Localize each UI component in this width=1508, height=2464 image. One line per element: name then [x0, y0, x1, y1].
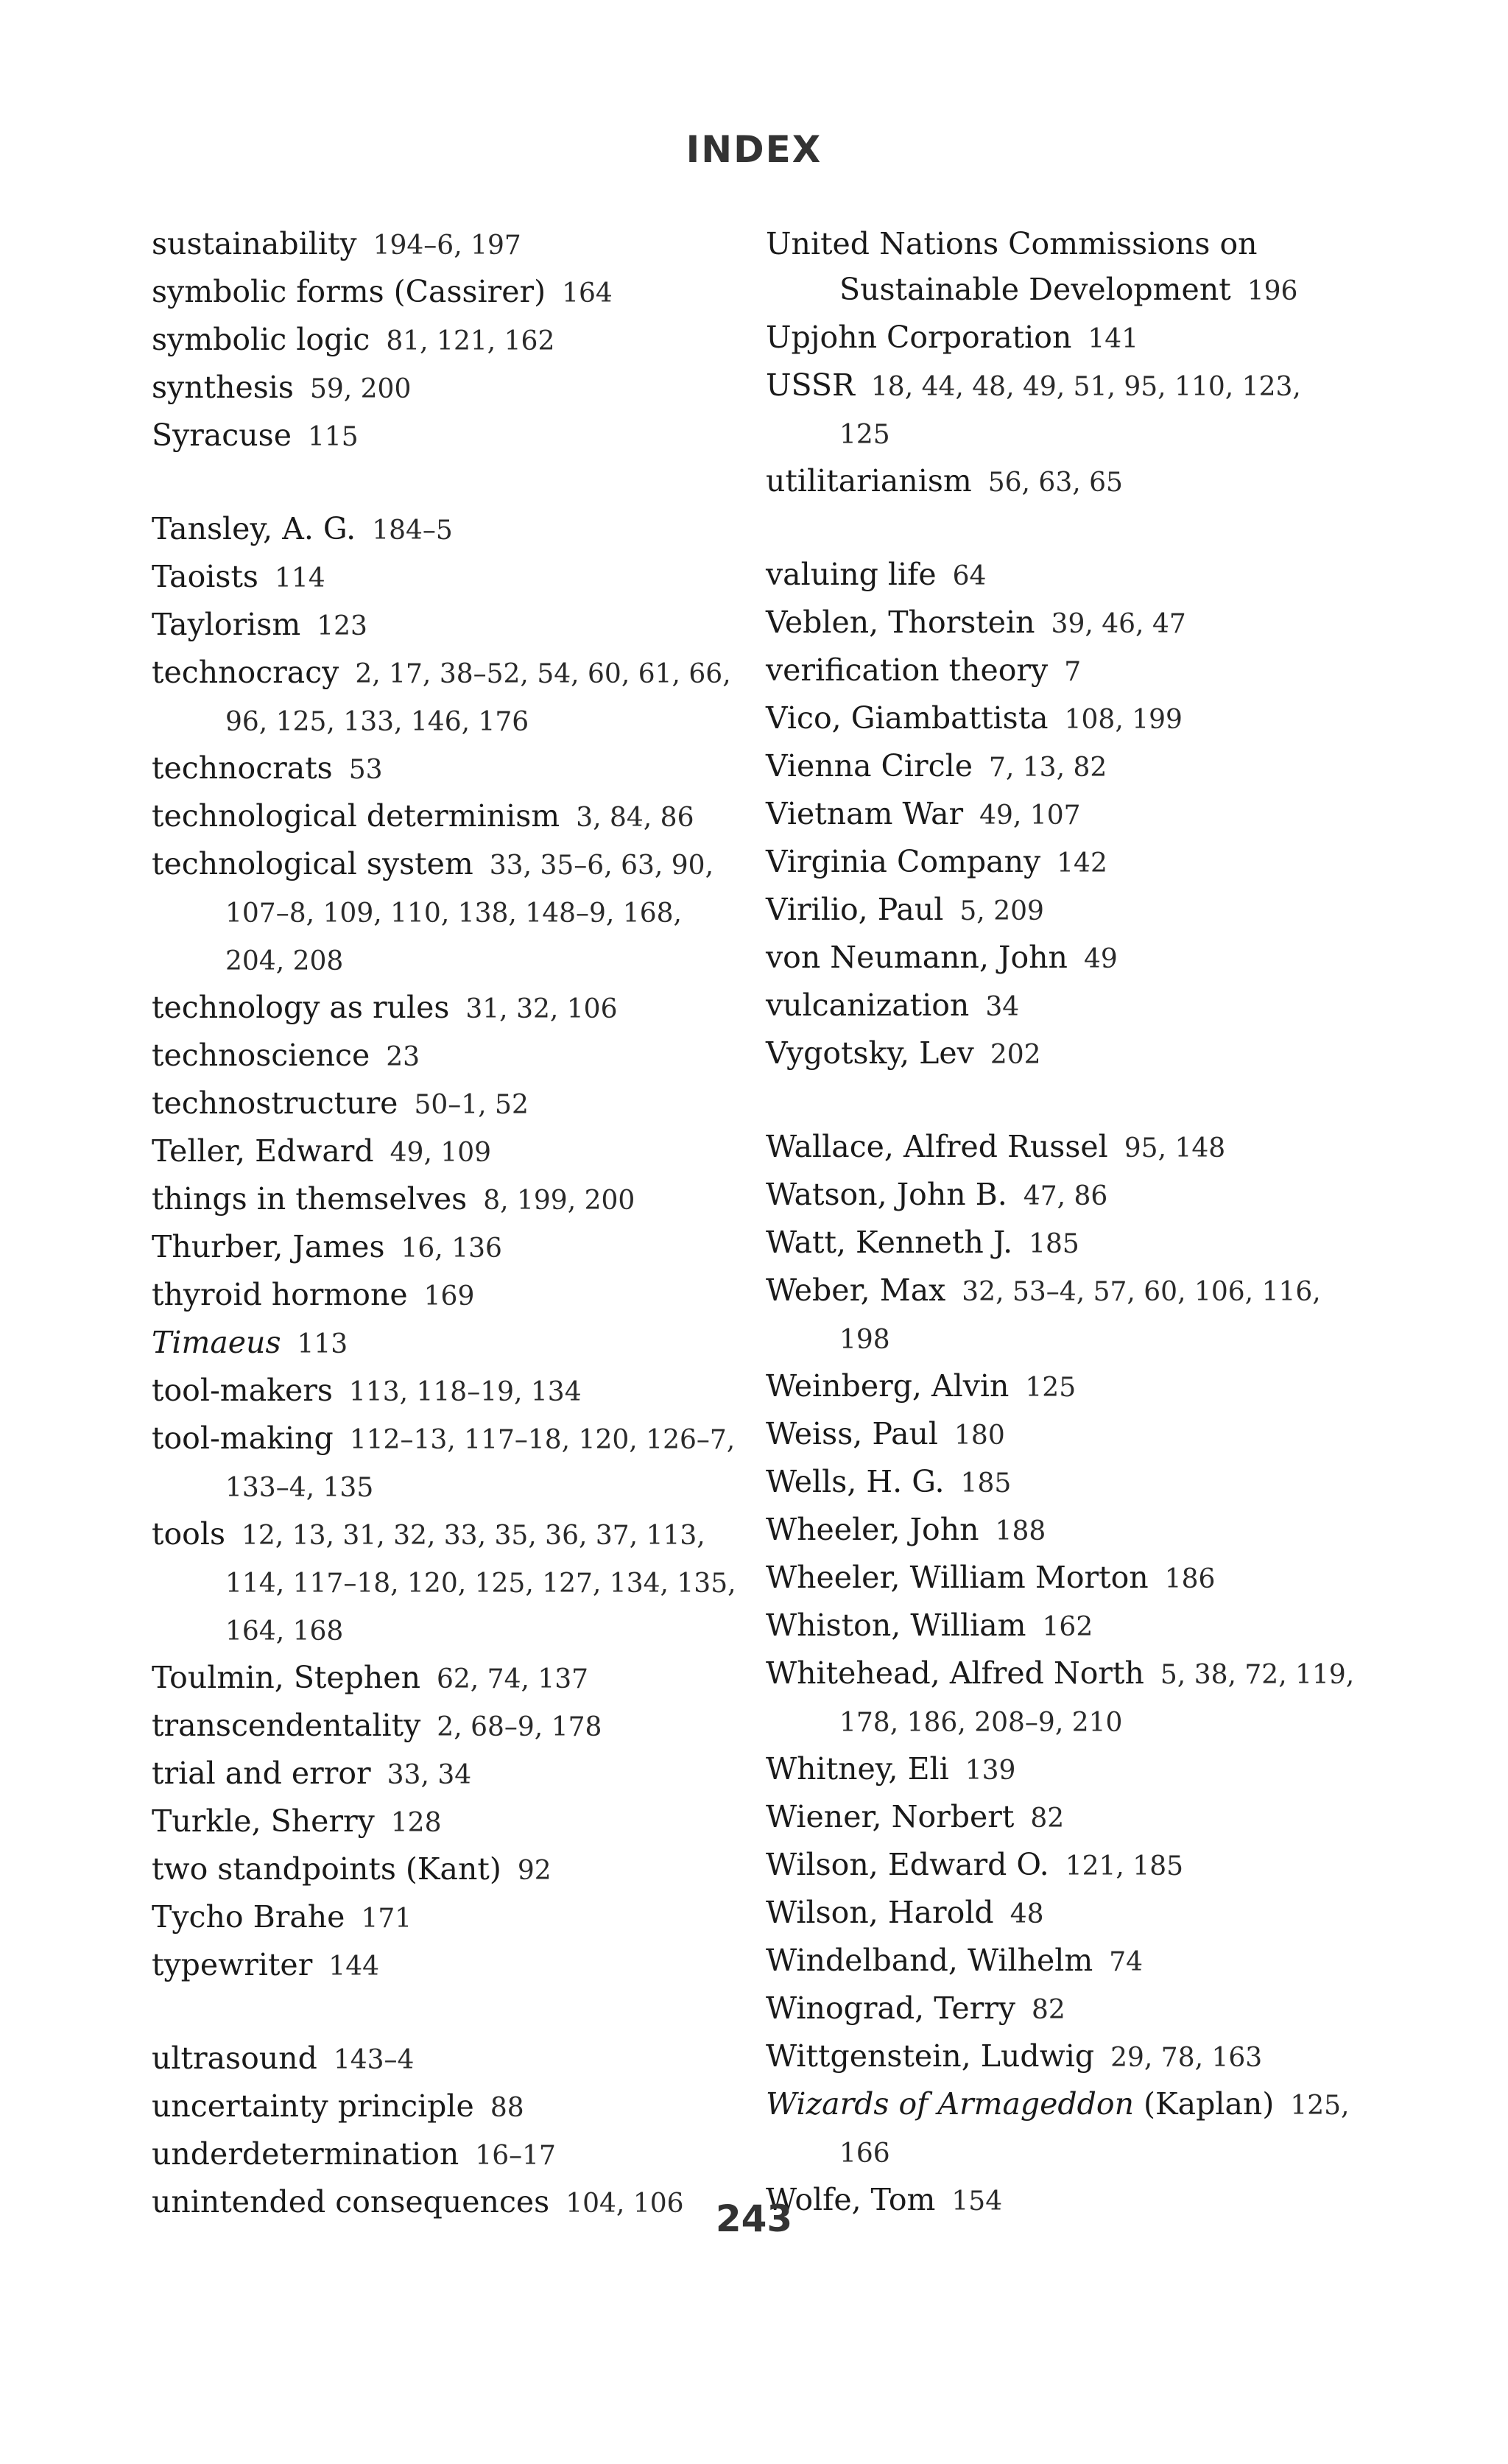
index-term: technocracy: [152, 655, 339, 690]
index-entry: [766, 982, 1355, 1030]
index-term: Wallace, Alfred Russel: [766, 1129, 1108, 1164]
index-term: technocrats: [152, 750, 333, 786]
index-term: Weiss, Paul: [766, 1416, 939, 1451]
index-entry: [766, 1890, 1355, 1937]
index-pages: 154: [951, 2186, 1003, 2217]
index-entry: [152, 2131, 741, 2179]
index-term: Whitehead, Alfred North: [766, 1655, 1144, 1691]
index-entry: [766, 314, 1355, 362]
index-entry: [766, 1411, 1355, 1459]
index-term: United Nations Commissions on Sustainable Development: [766, 226, 1258, 307]
index-pages: 31, 32, 106: [465, 994, 618, 1024]
index-pages: 95, 148: [1124, 1133, 1226, 1164]
index-pages: 7: [1064, 657, 1082, 687]
index-entry: [766, 2081, 1355, 2177]
index-pages: 113, 118–19, 134: [348, 1377, 582, 1407]
section-gap: [766, 1078, 1355, 1124]
index-entry: [766, 1219, 1355, 1267]
index-entry: [766, 1985, 1355, 2033]
index-entry: [766, 1794, 1355, 1842]
index-pages: 53: [348, 755, 383, 785]
index-term: Watt, Kenneth J.: [766, 1225, 1013, 1260]
index-entry: [152, 1128, 741, 1176]
index-term: Taylorism: [152, 607, 301, 642]
index-entry: [152, 1272, 741, 1320]
index-term: Thurber, James: [152, 1229, 385, 1264]
section-gap: [152, 460, 741, 506]
index-term: von Neumann, John: [766, 940, 1068, 975]
index-pages: 2, 68–9, 178: [437, 1712, 602, 1742]
index-pages: 23: [386, 1042, 420, 1072]
index-term: Veblen, Thorstein: [766, 605, 1035, 640]
index-term: Turkle, Sherry: [152, 1803, 375, 1839]
index-entry: [766, 1602, 1355, 1650]
index-pages: 164: [562, 278, 613, 309]
index-term: Tansley, A. G.: [152, 511, 356, 546]
index-pages: 123: [317, 611, 367, 641]
index-pages: 92: [517, 1856, 552, 1886]
index-pages: 142: [1057, 848, 1107, 879]
index-entry: [152, 1415, 741, 1511]
index-term: two standpoints (Kant): [152, 1851, 501, 1887]
index-entry: [766, 362, 1355, 458]
index-pages: 128: [390, 1808, 442, 1838]
index-entry: [152, 793, 741, 841]
index-term: Virilio, Paul: [766, 892, 944, 927]
index-term: Wiener, Norbert: [766, 1799, 1015, 1834]
index-term: Syracuse: [152, 418, 292, 453]
index-term: verification theory: [766, 652, 1049, 688]
index-pages: 50–1, 52: [414, 1090, 529, 1120]
index-term: tool-making: [152, 1421, 334, 1456]
index-term: technoscience: [152, 1038, 370, 1073]
index-pages: 82: [1032, 1995, 1065, 2025]
section-gap: [766, 506, 1355, 552]
page-number: 243: [715, 2197, 793, 2240]
index-term: Vico, Giambattista: [766, 700, 1049, 736]
index-term: Vienna Circle: [766, 748, 973, 784]
index-pages: 108, 199: [1064, 705, 1183, 735]
index-pages: 88: [490, 2093, 524, 2123]
index-pages: 39, 46, 47: [1051, 609, 1186, 639]
index-pages: 33, 35–6, 63, 90, 107–8, 109, 110, 138, 148–9, 168, 204, 208: [225, 851, 714, 976]
index-pages: 47, 86: [1023, 1181, 1108, 1211]
index-pages: 139: [965, 1756, 1016, 1786]
index-term: symbolic logic: [152, 322, 370, 357]
index-pages: 16–17: [475, 2141, 556, 2171]
index-pages: 185: [960, 1468, 1012, 1499]
index-pages: 202: [990, 1040, 1041, 1070]
index-pages: 114: [274, 563, 325, 594]
index-pages: 59, 200: [309, 374, 412, 404]
index-entry: [766, 934, 1355, 982]
index-term: synthesis: [152, 370, 294, 405]
index-pages: 8, 199, 200: [483, 1186, 635, 1216]
index-entry: [152, 985, 741, 1032]
index-entry: [766, 1842, 1355, 1890]
index-entry: [152, 365, 741, 412]
index-entry: [766, 1459, 1355, 1507]
index-entry: [152, 317, 741, 365]
index-entry: [152, 745, 741, 793]
index-column-left: [152, 221, 741, 2227]
index-term-suffix: (Kaplan): [1134, 2086, 1275, 2122]
index-pages: 115: [307, 422, 359, 452]
index-pages: 29, 78, 163: [1110, 2043, 1263, 2073]
index-entry: [152, 1080, 741, 1128]
index-entry: [152, 1655, 741, 1703]
index-entry: [766, 1124, 1355, 1172]
index-pages: 141: [1088, 324, 1139, 354]
index-term: Wittgenstein, Ludwig: [766, 2038, 1095, 2074]
index-entry: [152, 1703, 741, 1750]
index-pages: 49, 109: [390, 1138, 492, 1168]
index-pages: 143–4: [333, 2045, 415, 2075]
index-pages: 186: [1164, 1564, 1216, 1594]
index-entry: [152, 1750, 741, 1798]
index-entry: [766, 1267, 1355, 1363]
index-term: Wolfe, Tom: [766, 2182, 936, 2217]
index-term: vulcanization: [766, 988, 970, 1023]
index-term: Wizards of Armageddon: [766, 2086, 1135, 2122]
index-term: ultrasound: [152, 2041, 317, 2076]
index-pages: 33, 34: [387, 1760, 472, 1790]
index-entry: [152, 1942, 741, 1990]
index-pages: 5, 38, 72, 119, 178, 186, 208–9, 210: [839, 1660, 1355, 1738]
index-entry: [152, 1846, 741, 1894]
index-term: Whitney, Eli: [766, 1751, 949, 1787]
index-term: utilitarianism: [766, 463, 972, 499]
index-pages: 3, 84, 86: [576, 803, 694, 833]
index-pages: 162: [1042, 1612, 1093, 1642]
index-entry: [152, 602, 741, 650]
index-entry: [152, 1798, 741, 1846]
index-entry: [766, 1030, 1355, 1078]
index-term: Wheeler, William Morton: [766, 1560, 1149, 1595]
index-entry: [152, 1511, 741, 1655]
index-entry: [152, 1320, 741, 1367]
index-term: Weber, Max: [766, 1273, 946, 1308]
index-term: tool-makers: [152, 1373, 333, 1408]
index-entry: [766, 1746, 1355, 1794]
index-term: Vygotsky, Lev: [766, 1035, 974, 1071]
index-entry: [766, 1507, 1355, 1555]
index-term: Wheeler, John: [766, 1512, 979, 1547]
index-pages: 64: [952, 561, 987, 591]
index-entry: [152, 1032, 741, 1080]
index-term: Weinberg, Alvin: [766, 1368, 1010, 1404]
index-entry: [152, 1224, 741, 1272]
index-entry: [766, 1172, 1355, 1219]
index-entry: [152, 1894, 741, 1942]
index-entry: [152, 221, 741, 269]
index-entry: [152, 1176, 741, 1224]
index-entry: [766, 221, 1355, 314]
index-pages: 194–6, 197: [373, 230, 521, 261]
index-pages: 74: [1109, 1947, 1144, 1977]
index-pages: 18, 44, 48, 49, 51, 95, 110, 123, 125: [839, 372, 1301, 450]
index-pages: 81, 121, 162: [386, 326, 555, 356]
index-term: technology as rules: [152, 990, 450, 1025]
index-term: Wilson, Edward O.: [766, 1847, 1049, 1882]
index-entry: [152, 412, 741, 460]
index-pages: 32, 53–4, 57, 60, 106, 116, 198: [839, 1277, 1321, 1355]
index-term: typewriter: [152, 1947, 313, 1982]
index-term: Whiston, William: [766, 1608, 1026, 1643]
index-entry: [766, 1555, 1355, 1602]
index-term: tools: [152, 1516, 225, 1552]
index-term: underdetermination: [152, 2136, 459, 2172]
index-entry: [766, 1650, 1355, 1746]
index-term: Watson, John B.: [766, 1177, 1007, 1212]
index-pages: 5, 209: [959, 896, 1044, 926]
index-entry: [766, 552, 1355, 599]
index-pages: 49, 107: [979, 800, 1081, 831]
index-term: Wells, H. G.: [766, 1464, 945, 1499]
index-term: Windelband, Wilhelm: [766, 1943, 1093, 1978]
section-gap: [152, 1990, 741, 2035]
index-entry: [766, 743, 1355, 791]
index-pages: 171: [361, 1904, 412, 1934]
index-term: Upjohn Corporation: [766, 320, 1072, 355]
index-pages: 104, 106: [566, 2189, 684, 2219]
index-term: trial and error: [152, 1756, 371, 1791]
index-pages: 56, 63, 65: [987, 468, 1123, 498]
index-pages: 34: [985, 992, 1020, 1022]
index-pages: 49: [1083, 944, 1118, 974]
index-term: Taoists: [152, 559, 258, 594]
index-entry: [766, 839, 1355, 887]
index-entry: [766, 695, 1355, 743]
index-pages: 112–13, 117–18, 120, 126–7, 133–4, 135: [225, 1425, 736, 1503]
index-term: unintended consequences: [152, 2184, 550, 2220]
index-entry: [766, 2033, 1355, 2081]
index-term: Teller, Edward: [152, 1133, 374, 1169]
index-entry: [152, 1367, 741, 1415]
index-term: Winograd, Terry: [766, 1990, 1016, 2026]
index-entry: [766, 791, 1355, 839]
index-pages: 7, 13, 82: [988, 753, 1107, 783]
index-entry: [152, 650, 741, 745]
index-pages: 125, 166: [839, 2091, 1350, 2169]
index-term: USSR: [766, 367, 855, 403]
index-term: technological system: [152, 846, 473, 881]
index-term: technostructure: [152, 1085, 398, 1121]
index-term: Tycho Brahe: [152, 1899, 345, 1935]
index-term: technological determinism: [152, 798, 560, 834]
index-term: Toulmin, Stephen: [152, 1660, 420, 1695]
index-pages: 82: [1030, 1803, 1065, 1834]
index-term: Timaeus: [152, 1325, 281, 1360]
index-entry: [152, 841, 741, 985]
page-title: INDEX: [686, 128, 822, 171]
index-entry: [766, 887, 1355, 934]
index-term: uncertainty principle: [152, 2088, 474, 2124]
index-term: Vietnam War: [766, 796, 964, 831]
index-pages: 185: [1029, 1229, 1079, 1259]
index-entry: [152, 506, 741, 554]
index-pages: 113: [297, 1329, 348, 1359]
index-pages: 121, 185: [1065, 1851, 1183, 1882]
index-pages: 48: [1010, 1899, 1044, 1929]
index-entry: [766, 599, 1355, 647]
index-term: transcendentality: [152, 1708, 421, 1743]
index-pages: 2, 17, 38–52, 54, 60, 61, 66, 96, 125, 133, 146, 176: [225, 659, 731, 737]
index-entry: [766, 1937, 1355, 1985]
index-pages: 169: [423, 1281, 475, 1312]
index-pages: 188: [995, 1516, 1046, 1546]
index-pages: 16, 136: [401, 1233, 502, 1264]
index-term: things in themselves: [152, 1181, 468, 1217]
index-term: sustainability: [152, 226, 357, 261]
index-pages: 62, 74, 137: [436, 1664, 589, 1694]
index-pages: 125: [1025, 1373, 1077, 1403]
index-entry: [152, 2083, 741, 2131]
index-term: thyroid hormone: [152, 1277, 408, 1312]
index-entry: [766, 1363, 1355, 1411]
index-pages: 180: [954, 1421, 1005, 1451]
index-entry: [152, 2035, 741, 2083]
index-entry: [766, 458, 1355, 506]
index-entry: [152, 269, 741, 317]
index-pages: 184–5: [372, 515, 453, 546]
index-term: symbolic forms (Cassirer): [152, 274, 546, 309]
index-pages: 12, 13, 31, 32, 33, 35, 36, 37, 113, 114, 117–18, 120, 125, 127, 134, 135, 164, 168: [225, 1521, 736, 1647]
index-column-right: [766, 221, 1355, 2225]
index-pages: 144: [328, 1951, 380, 1982]
index-term: valuing life: [766, 557, 937, 592]
index-pages: 196: [1247, 276, 1298, 306]
index-term: Wilson, Harold: [766, 1895, 994, 1930]
index-term: Virginia Company: [766, 844, 1041, 879]
index-entry: [766, 647, 1355, 695]
index-entry: [152, 554, 741, 602]
